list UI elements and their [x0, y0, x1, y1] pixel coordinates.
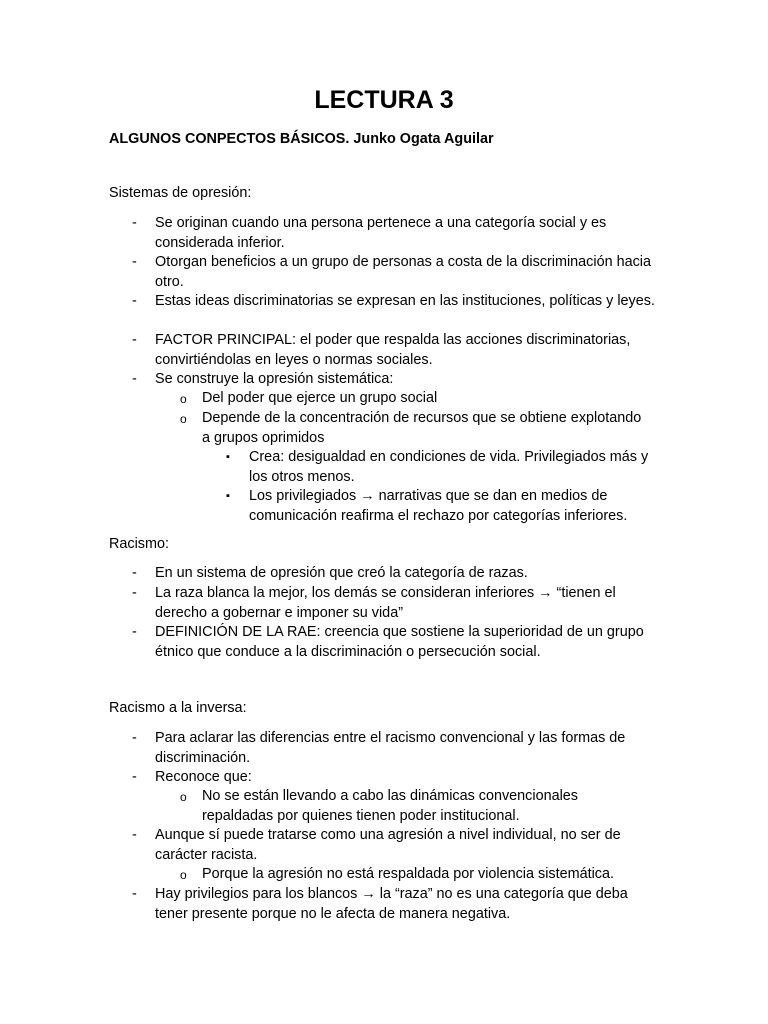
- page-title: LECTURA 3: [314, 86, 454, 114]
- dash-bullet: -: [132, 769, 137, 785]
- list-item: Para aclarar las diferencias entre el racismo convencional y las formas de discriminación.: [155, 730, 626, 766]
- dash-bullet: -: [132, 730, 137, 746]
- circle-bullet: o: [180, 412, 187, 426]
- sub-sub-list-item: Los privilegiados → narrativas que se dan en medios de comunicación reafirma el rechazo por categorías inferiores.: [249, 488, 628, 524]
- list-item: La raza blanca la mejor, los demás se consideran inferiores → “tienen el derecho a gobernar e imponer su vida”: [155, 585, 616, 621]
- document-subtitle: ALGUNOS CONPECTOS BÁSICOS. Junko Ogata Aguilar: [109, 131, 494, 147]
- square-bullet: ▪: [226, 490, 230, 502]
- dash-bullet: -: [132, 624, 137, 640]
- list-item: Se originan cuando una persona pertenece a una categoría social y es considerada inferior.: [155, 215, 607, 251]
- list-item: Aunque sí puede tratarse como una agresión a nivel individual, no ser de carácter racista.: [155, 827, 621, 863]
- circle-bullet: o: [180, 392, 187, 406]
- dash-bullet: -: [132, 332, 137, 348]
- list-item: Se construye la opresión sistemática:: [155, 371, 394, 387]
- section-heading-sistemas: Sistemas de opresión:: [109, 185, 252, 201]
- dash-bullet: -: [132, 565, 137, 581]
- sub-list-item: Del poder que ejerce un grupo social: [202, 390, 438, 406]
- list-item: En un sistema de opresión que creó la categoría de razas.: [155, 565, 528, 581]
- list-item: Hay privilegios para los blancos → la “raza” no es una categoría que deba tener presente porque no le afecta de manera negativa.: [155, 886, 628, 922]
- dash-bullet: -: [132, 371, 137, 387]
- circle-bullet: o: [180, 790, 187, 804]
- circle-bullet: o: [180, 868, 187, 882]
- dash-bullet: -: [132, 293, 137, 309]
- dash-bullet: -: [132, 585, 137, 601]
- section-heading-inversa: Racismo a la inversa:: [109, 700, 247, 716]
- square-bullet: ▪: [226, 451, 230, 463]
- list-item: Otorgan beneficios a un grupo de personas a costa de la discriminación hacia otro.: [155, 254, 651, 290]
- list-item: DEFINICIÓN DE LA RAE: creencia que sostiene la superioridad de un grupo étnico que conduce a la discriminación o persecución social.: [155, 624, 644, 660]
- list-item: Estas ideas discriminatorias se expresan en las instituciones, políticas y leyes.: [155, 293, 655, 309]
- sub-list-item: No se están llevando a cabo las dinámicas convencionales repaldadas por quienes tienen poder institucional.: [202, 788, 578, 824]
- sub-sub-list-item: Crea: desigualdad en condiciones de vida. Privilegiados más y los otros menos.: [249, 449, 649, 485]
- list-item: FACTOR PRINCIPAL: el poder que respalda las acciones discriminatorias, convirtiéndolas en leyes o normas sociales.: [155, 332, 631, 368]
- list-item: Reconoce que:: [155, 769, 252, 785]
- sub-list-item: Depende de la concentración de recursos que se obtiene explotando a grupos oprimidos: [202, 410, 642, 446]
- sub-list-item: Porque la agresión no está respaldada por violencia sistemática.: [202, 866, 614, 882]
- dash-bullet: -: [132, 215, 137, 231]
- section-heading-racismo: Racismo:: [109, 536, 169, 552]
- dash-bullet: -: [132, 254, 137, 270]
- dash-bullet: -: [132, 827, 137, 843]
- dash-bullet: -: [132, 886, 137, 902]
